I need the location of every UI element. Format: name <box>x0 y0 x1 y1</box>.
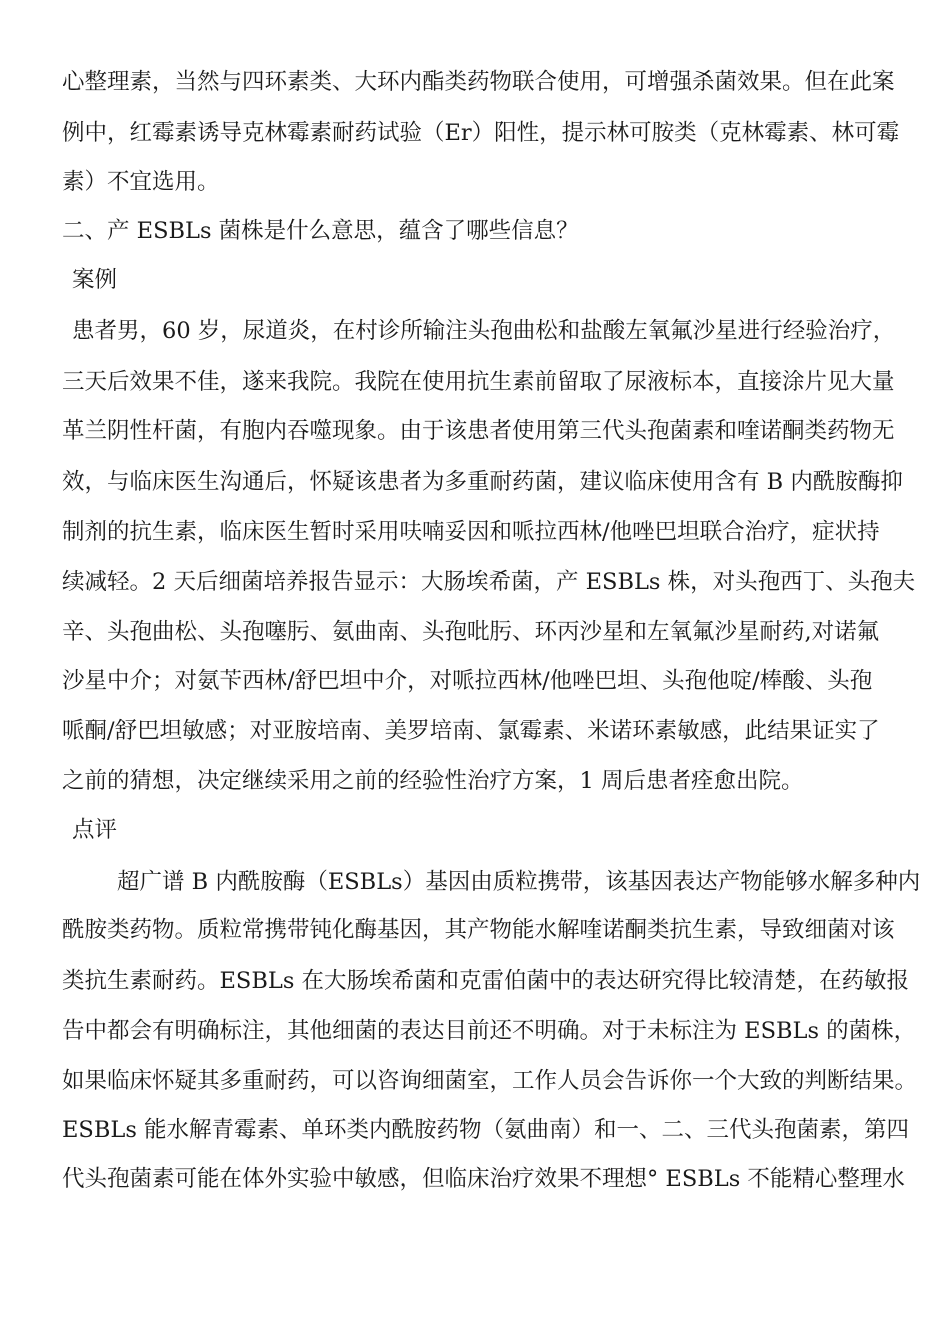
text-line: 告中都会有明确标注，其他细菌的表达目前还不明确。对于未标注为 ESBLs 的菌株， <box>62 1018 917 1044</box>
text-line: 酰胺类药物。质粒常携带钝化酶基因，其产物能水解喹诺酮类抗生素，导致细菌对该 <box>62 917 895 943</box>
case-label: 案例 <box>72 267 118 293</box>
text-line: 如果临床怀疑其多重耐药，可以咨询细菌室，工作人员会告诉你一个大致的判断结果。 <box>62 1068 918 1094</box>
text-line: 之前的猜想，决定继续采用之前的经验性治疗方案，1 周后患者痊愈出院。 <box>62 768 804 794</box>
text-line: 超广谱 B 内酰胺酶（ESBLs）基因由质粒携带，该基因表达产物能够水解多种内 <box>117 869 921 895</box>
text-line: 三天后效果不佳，遂来我院。我院在使用抗生素前留取了尿液标本，直接涂片见大量 <box>62 369 895 395</box>
text-line: 素）不宜选用。 <box>62 169 220 195</box>
text-line: 效，与临床医生沟通后，怀疑该患者为多重耐药菌，建议临床使用含有 B 内酰胺酶抑 <box>62 469 903 495</box>
text-line: 类抗生素耐药。ESBLs 在大肠埃希菌和克雷伯菌中的表达研究得比较清楚，在药敏报 <box>62 968 910 994</box>
text-line: 哌酮/舒巴坦敏感；对亚胺培南、美罗培南、氯霉素、米诺环素敏感，此结果证实了 <box>62 718 880 744</box>
text-line: 制剂的抗生素，临床医生暂时采用呋喃妥因和哌拉西林/他唑巴坦联合治疗，症状持 <box>62 519 880 545</box>
section-heading: 二、产 ESBLs 菌株是什么意思，蕴含了哪些信息？ <box>62 218 579 244</box>
text-line: 辛、头孢曲松、头孢噻肟、氨曲南、头孢吡肟、环丙沙星和左氧氟沙星耐药,对诺氟 <box>62 619 880 645</box>
text-line: 患者男，60 岁，尿道炎，在村诊所输注头孢曲松和盐酸左氧氟沙星进行经验治疗， <box>72 318 896 344</box>
text-line: 例中，红霉素诱导克林霉素耐药试验（Er）阳性，提示林可胺类（克林霉素、林可霉 <box>62 120 900 146</box>
review-label: 点评 <box>72 817 118 843</box>
text-line: 续减轻。2 天后细菌培养报告显示：大肠埃希菌，产 ESBLs 株，对头孢西丁、头孢夫 <box>62 569 916 595</box>
text-line: 心整理素，当然与四环素类、大环内酯类药物联合使用，可增强杀菌效果。但在此案 <box>62 69 895 95</box>
text-line: 沙星中介；对氨苄西林/舒巴坦中介，对哌拉西林/他唑巴坦、头孢他啶/棒酸、头孢 <box>62 668 873 694</box>
text-line: ESBLs 能水解青霉素、单环类内酰胺药物（氨曲南）和一、二、三代头孢菌素，第四 <box>62 1117 910 1143</box>
text-line: 代头孢菌素可能在体外实验中敏感，但临床治疗效果不理想° ESBLs 不能精心整理水 <box>62 1166 905 1192</box>
text-line: 革兰阴性杆菌，有胞内吞噬现象。由于该患者使用第三代头孢菌素和喹诺酮类药物无 <box>62 418 895 444</box>
